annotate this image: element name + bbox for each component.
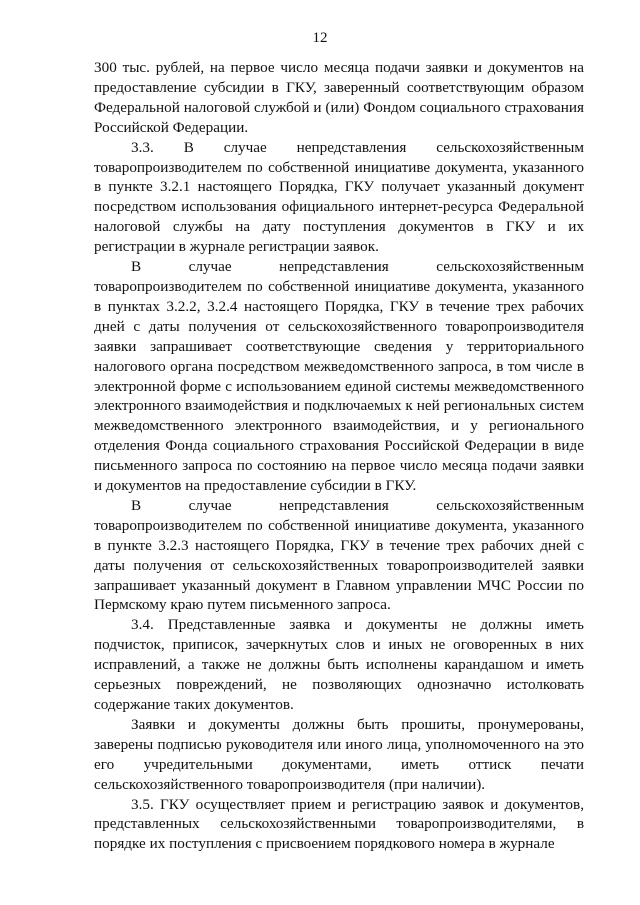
paragraph: 3.4. Представленные заявка и документы не должны иметь подчисток, приписок, зачеркнутых слов и иных не оговоренных в них исправлений, а также не должны быть исполнены карандашом и иметь серьезных повреждений, не позволяющих однозначно истолковать содержание таких документов. (94, 616, 584, 713)
paragraph: В случае непредставления сельскохозяйственным товаропроизводителем по собственной инициативе документа, указанного в пунктах 3.2.2, 3.2.4 настоящего Порядка, ГКУ в течение трех рабочих дней с даты получения от сельскохозяйственного товаропроизводителя заявки запрашивает соответствующие сведения у территориального налогового органа посредством межведомственного запроса, в том числе в электронной форме с использованием единой системы межведомственного электронного взаимодействия и подключаемых к ней региональных систем межведомственного электронного взаимодействия, и у регионального отделения Фонда социального страхования Российской Федерации в виде письменного запроса по состоянию на первое число месяца подачи заявки и документов на предоставление субсидии в ГКУ. (94, 258, 584, 495)
paragraph: В случае непредставления сельскохозяйственным товаропроизводителем по собственной инициативе документа, указанного в пункте 3.2.3 настоящего Порядка, ГКУ в течение трех рабочих дней с даты получения от сельскохозяйственных товаропроизводителей заявки запрашивает указанный документ в Главном управлении МЧС России по Пермскому краю путем письменного запроса. (94, 496, 584, 614)
paragraph: 3.3. В случае непредставления сельскохозяйственным товаропроизводителем по собственной инициативе документа, указанного в пункте 3.2.1 настоящего Порядка, ГКУ получает указанный документ посредством использования официального интернет-ресурса Федеральной налоговой службы на дату поступления документов в ГКУ и их регистрации в журнале регистрации заявок. (94, 138, 584, 256)
page-number: 12 (312, 30, 328, 46)
document-body (94, 58, 584, 854)
paragraph: 300 тыс. рублей, на первое число месяца подачи заявки и документов на предоставление субсидии в ГКУ, заверенный соответствующим образом Федеральной налоговой службой и (или) Фондом социального страхования Российской Федерации. (94, 59, 584, 136)
paragraph: Заявки и документы должны быть прошиты, пронумерованы, заверены подписью руководителя или иного лица, уполномоченного на это его учредительными документами, иметь оттиск печати сельскохозяйственного товаропроизводителя (при наличии). (94, 715, 584, 793)
paragraph: 3.5. ГКУ осуществляет прием и регистрацию заявок и документов, представленных сельскохозяйственными товаропроизводителями, в порядке их поступления с присвоением порядкового номера в журнале (94, 795, 584, 853)
